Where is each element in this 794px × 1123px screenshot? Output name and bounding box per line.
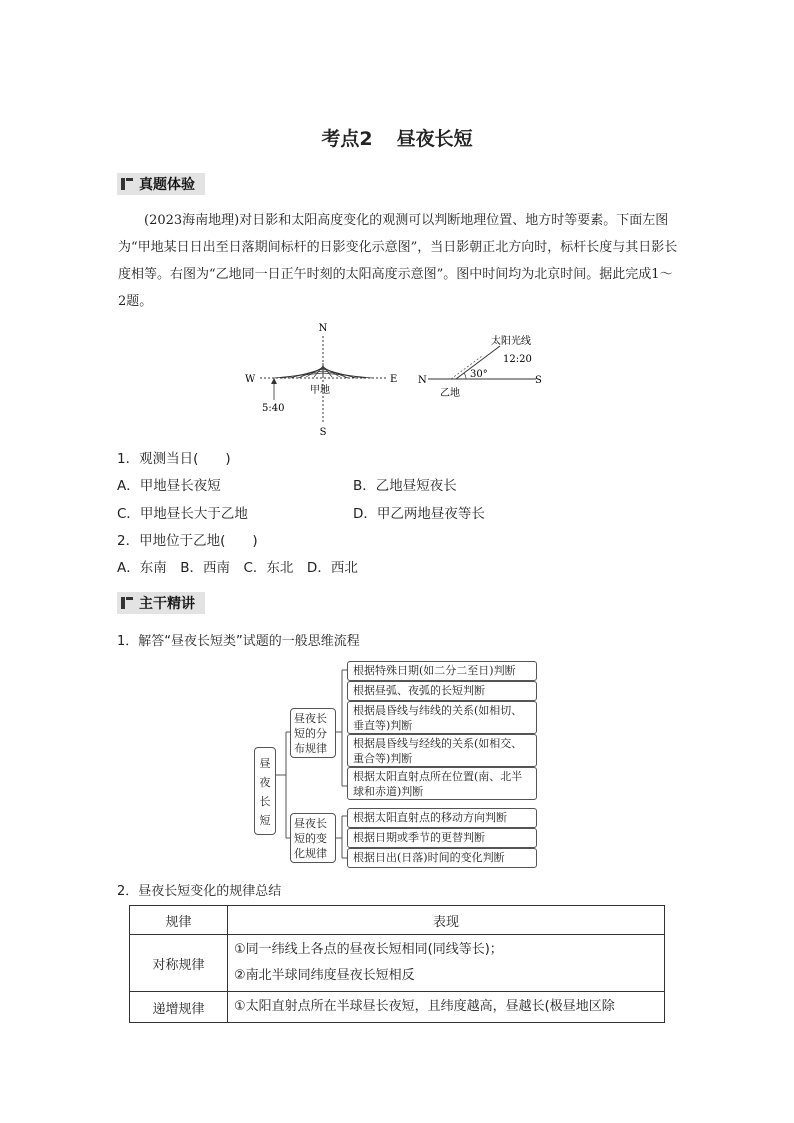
table-cell-line: ①太阳直射点所在半球昼长夜短，且纬度越高，昼越长(极昼地区除	[234, 999, 615, 1014]
left-west-label: W	[245, 374, 256, 385]
question-passage: (2023海南地理)对日影和太阳高度变化的观测可以判断地理位置、地方时等要素。下面左图为“甲地某日日出至日落期间标杆的日影变化示意图”，当日影朝正北方向时，标杆长度与其日影长度相等。右图为“乙地同一日正午时刻的太阳高度示意图”。图中时间均为北京时间。据此完成1～2题。	[118, 213, 678, 309]
left-place-label: 甲地	[310, 385, 330, 396]
flow-branch-change: 昼夜长短的变化规律	[290, 813, 336, 863]
section-label: 真题体验	[139, 177, 195, 193]
table-row	[130, 992, 665, 1023]
right-angle-label: 30°	[470, 369, 488, 380]
shadow-figures	[238, 318, 558, 440]
right-place-label: 乙地	[440, 388, 460, 399]
left-east-label: E	[390, 374, 398, 385]
table-cell-line: ②南北半球同纬度昼夜长短相反	[234, 968, 415, 983]
title-part1: 考点2	[321, 128, 373, 150]
left-north-label: N	[318, 323, 328, 334]
question-2-options: A．东南 B．西南 C．东北 D．西北	[117, 560, 358, 576]
section-icon	[121, 178, 133, 190]
flow-leaf: 根据昼弧、夜弧的长短判断	[347, 681, 537, 701]
subheading-table: 2．昼夜长短变化的规律总结	[117, 884, 282, 899]
table-header-performance: 表现	[228, 906, 665, 935]
question-1-option-a: A．甲地昼长夜短	[117, 478, 221, 494]
flow-leaf: 根据太阳直射点所在位置(南、北半球和赤道)判断	[347, 767, 537, 800]
left-time-label: 5:40	[262, 403, 285, 414]
right-north-label: N	[418, 375, 427, 386]
table-cell-rule: 递增规律	[130, 992, 228, 1023]
question-1-option-d: D．甲乙两地昼夜等长	[353, 506, 485, 522]
section-header-main	[117, 592, 205, 614]
flow-leaf: 根据太阳直射点的移动方向判断	[347, 808, 537, 828]
right-figure	[418, 334, 542, 399]
right-time-label: 12:20	[503, 354, 532, 365]
table-cell-line: ①同一纬线上各点的昼夜长短相同(同线等长)；	[234, 942, 503, 957]
question-1-option-c: C．甲地昼长大于乙地	[117, 506, 248, 522]
question-2-stem: 2．甲地位于乙地( )	[117, 533, 258, 549]
table-cell-performance	[228, 935, 665, 992]
section-header-exam	[117, 173, 205, 195]
flow-root-char: 短	[259, 814, 271, 827]
title-part2: 昼夜长短	[396, 128, 473, 150]
right-sunline-label: 太阳光线	[491, 336, 531, 347]
page-title	[0, 124, 794, 151]
flow-leaf: 根据日期或季节的更替判断	[347, 828, 537, 848]
table-header-rule: 规律	[130, 906, 228, 935]
table-row	[130, 935, 665, 992]
flow-leaf: 根据特殊日期(如二分二至日)判断	[347, 661, 537, 681]
section-label: 主干精讲	[139, 596, 195, 612]
flow-root	[254, 747, 276, 835]
flow-root-char: 长	[259, 795, 271, 808]
flow-branch-distribution: 昼夜长短的分布规律	[290, 708, 336, 758]
flow-leaf: 根据日出(日落)时间的变化判断	[347, 848, 537, 868]
section-icon	[121, 597, 133, 609]
subheading-flow: 1．解答“昼夜长短类”试题的一般思维流程	[117, 634, 360, 649]
table-cell-rule: 对称规律	[130, 935, 228, 992]
left-figure	[245, 323, 397, 438]
flow-leaf: 根据晨昏线与纬线的关系(如相切、垂直等)判断	[347, 701, 537, 734]
table-cell-performance	[228, 992, 665, 1023]
flow-root-char: 夜	[259, 776, 271, 789]
flow-leaf: 根据晨昏线与经线的关系(如相交、重合等)判断	[347, 734, 537, 767]
rules-table	[129, 905, 665, 1023]
left-south-label: S	[319, 427, 327, 438]
flow-root-char: 昼	[259, 757, 271, 770]
question-1-stem: 1．观测当日( )	[117, 451, 231, 467]
question-1-option-b: B．乙地昼短夜长	[353, 478, 457, 494]
right-south-label: S	[535, 375, 542, 386]
table-header-row	[130, 906, 665, 935]
